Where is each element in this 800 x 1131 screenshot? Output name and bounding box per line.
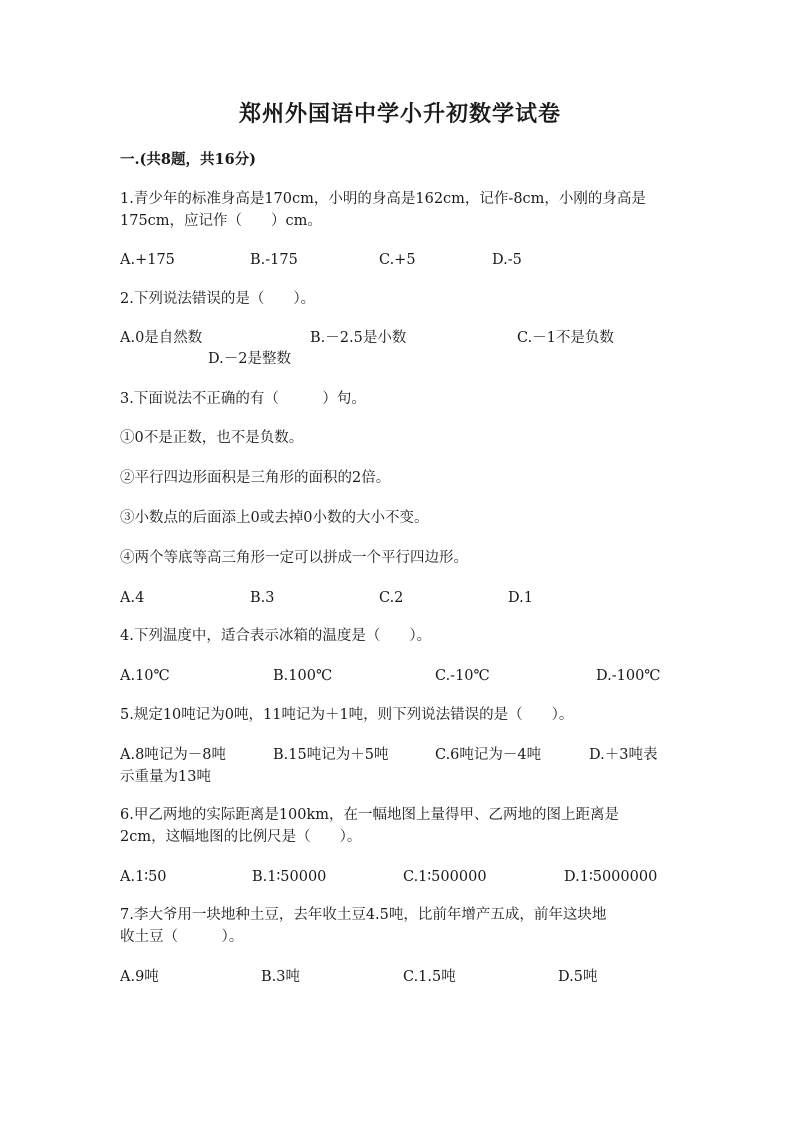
q4-option-c: C.-10℃ [435, 668, 490, 684]
q3-statement-3: ③小数点的后面添上0或去掉0小数的大小不变。 [120, 510, 429, 526]
q1-option-c: C.+5 [379, 252, 416, 268]
question-6-text: 6.甲乙两地的实际距离是100km，在一幅地图上量得甲、乙两地的图上距离是 [120, 807, 620, 823]
q2-option-c: C.－1不是负数 [517, 330, 614, 346]
question-5-text: 5.规定10吨记为0吨，11吨记为＋1吨，则下列说法错误的是（ ）。 [120, 707, 574, 723]
q7-option-c: C.1.5吨 [403, 969, 456, 985]
q4-option-b: B.100℃ [273, 668, 333, 684]
q3-option-b: B.3 [250, 590, 275, 606]
q7-option-a: A.9吨 [120, 969, 159, 985]
q5-option-c: C.6吨记为－4吨 [435, 747, 542, 763]
question-2-text: 2.下列说法错误的是（ ）。 [120, 291, 316, 307]
question-7-text: 7.李大爷用一块地种土豆，去年收土豆4.5吨，比前年增产五成，前年这块地 [120, 907, 607, 923]
page-title: 郑州外国语中学小升初数学试卷 [238, 101, 561, 127]
q1-option-a: A.+175 [120, 252, 175, 268]
q1-option-b: B.-175 [250, 252, 298, 268]
section-heading: 一.(共8题，共16分) [120, 151, 257, 168]
q7-option-b: B.3吨 [261, 969, 300, 985]
question-1-text: 1.青少年的标准身高是170cm，小明的身高是162cm，记作-8cm，小刚的身高是 [120, 191, 646, 207]
q6-option-b: B.1∶50000 [252, 869, 327, 885]
q2-option-b: B.－2.5是小数 [310, 330, 407, 346]
q7-option-d: D.5吨 [558, 969, 598, 985]
q5-option-a: A.8吨记为－8吨 [120, 747, 227, 763]
question-1-text-cont: 175cm，应记作（ ）cm。 [120, 213, 322, 229]
question-4-text: 4.下列温度中，适合表示冰箱的温度是（ ）。 [120, 628, 432, 644]
q3-statement-4: ④两个等底等高三角形一定可以拼成一个平行四边形。 [120, 550, 468, 566]
q5-option-b: B.15吨记为＋5吨 [273, 747, 389, 763]
q5-option-d-cont: 示重量为13吨 [120, 769, 211, 785]
q3-option-a: A.4 [120, 590, 145, 606]
question-3-text: 3.下面说法不正确的有（ ）句。 [120, 391, 366, 407]
q6-option-d: D.1∶5000000 [564, 869, 658, 885]
q5-option-d: D.＋3吨表 [589, 747, 658, 763]
q2-option-d: D.－2是整数 [208, 351, 291, 367]
q4-option-d: D.-100℃ [596, 668, 661, 684]
question-7-text-cont: 收土豆（ ）。 [120, 929, 244, 945]
q3-option-d: D.1 [508, 590, 533, 606]
question-6-text-cont: 2cm，这幅地图的比例尺是（ ）。 [120, 829, 362, 845]
q6-option-c: C.1∶500000 [403, 869, 487, 885]
q3-statement-1: ①0不是正数，也不是负数。 [120, 430, 304, 446]
q3-statement-2: ②平行四边形面积是三角形的面积的2倍。 [120, 470, 391, 486]
q3-option-c: C.2 [379, 590, 404, 606]
q4-option-a: A.10℃ [120, 668, 170, 684]
q6-option-a: A.1∶50 [120, 869, 167, 885]
q1-option-d: D.-5 [492, 252, 522, 268]
q2-option-a: A.0是自然数 [120, 330, 203, 346]
